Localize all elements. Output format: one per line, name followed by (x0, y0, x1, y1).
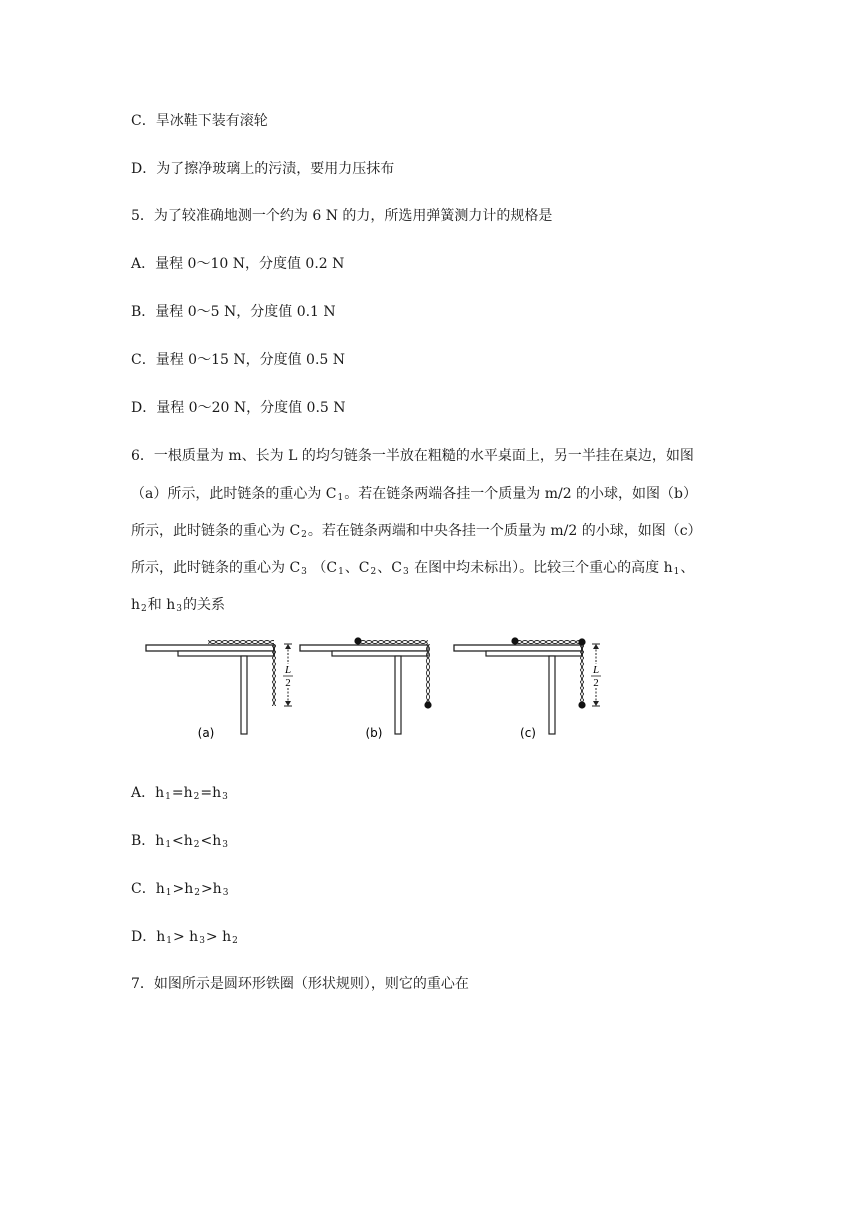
ball-hanging-end (424, 701, 431, 708)
option-a-q5: A．量程 0～10 N，分度值 0.2 N (131, 256, 345, 272)
question-7: 7．如图所示是圆环形铁圈（形状规则），则它的重心在 (131, 976, 469, 992)
dimension-marker-a (283, 644, 293, 706)
dim-label-2: 2 (285, 677, 291, 689)
question-6-line-2: （a）所示，此时链条的重心为 $C_1$。若在链条两端各挂一个质量为 m/2 的小球，如图（b） (131, 486, 698, 503)
option-c-q5: C．量程 0～15 N，分度值 0.5 N (131, 352, 345, 368)
option-c-q6: C．$h_1>h_2>h_3$ (131, 881, 229, 898)
question-6-line-1: 6．一根质量为 m、长为 L 的均匀链条一半放在粗糙的水平桌面上，另一半挂在桌边，如图 (131, 448, 694, 464)
question-6-line-4: 所示，此时链条的重心为 $C_3$ （$C_1$、$C_2$、$C_3$ 在图中均未标出）。比较三个重心的高度 $h_1$、 (131, 560, 695, 577)
question-6-line-3: 所示，此时链条的重心为 $C_2$。若在链条两端和中央各挂一个质量为 m/2 的小球，如图（c） (131, 523, 702, 540)
question-5: 5．为了较准确地测一个约为 6 N 的力，所选用弹簧测力计的规格是 (131, 208, 553, 224)
caption-b: (b) (365, 726, 383, 740)
chain-table-figure (138, 628, 618, 746)
dim-label-l: L (284, 664, 292, 676)
option-a-q6: A．$h_1=h_2=h_3$ (131, 785, 228, 802)
diagram-b (300, 637, 432, 740)
dim-label-2: 2 (593, 677, 599, 689)
option-d-q6: D．$h_1> h_3> h_2$ (131, 929, 238, 946)
ball-hanging-end (578, 701, 585, 708)
dimension-marker-c (591, 644, 601, 706)
dim-label-l: L (592, 664, 600, 676)
option-c-q4: C．旱冰鞋下装有滚轮 (131, 113, 268, 129)
diagram-c (454, 637, 601, 740)
ball-left-end (511, 637, 518, 644)
option-d-q4: D．为了擦净玻璃上的污渍，要用力压抹布 (131, 161, 395, 177)
caption-c: (c) (520, 726, 536, 740)
ball-middle (578, 638, 585, 645)
ball-left-end (354, 637, 361, 644)
question-6-line-5: $h_2$和 $h_3$的关系 (131, 597, 225, 614)
caption-a: (a) (197, 726, 215, 740)
diagram-a (146, 640, 293, 740)
option-b-q5: B．量程 0～5 N，分度值 0.1 N (131, 304, 336, 320)
option-b-q6: B．$h_1<h_2<h_3$ (131, 833, 229, 850)
option-d-q5: D．量程 0～20 N，分度值 0.5 N (131, 400, 346, 416)
